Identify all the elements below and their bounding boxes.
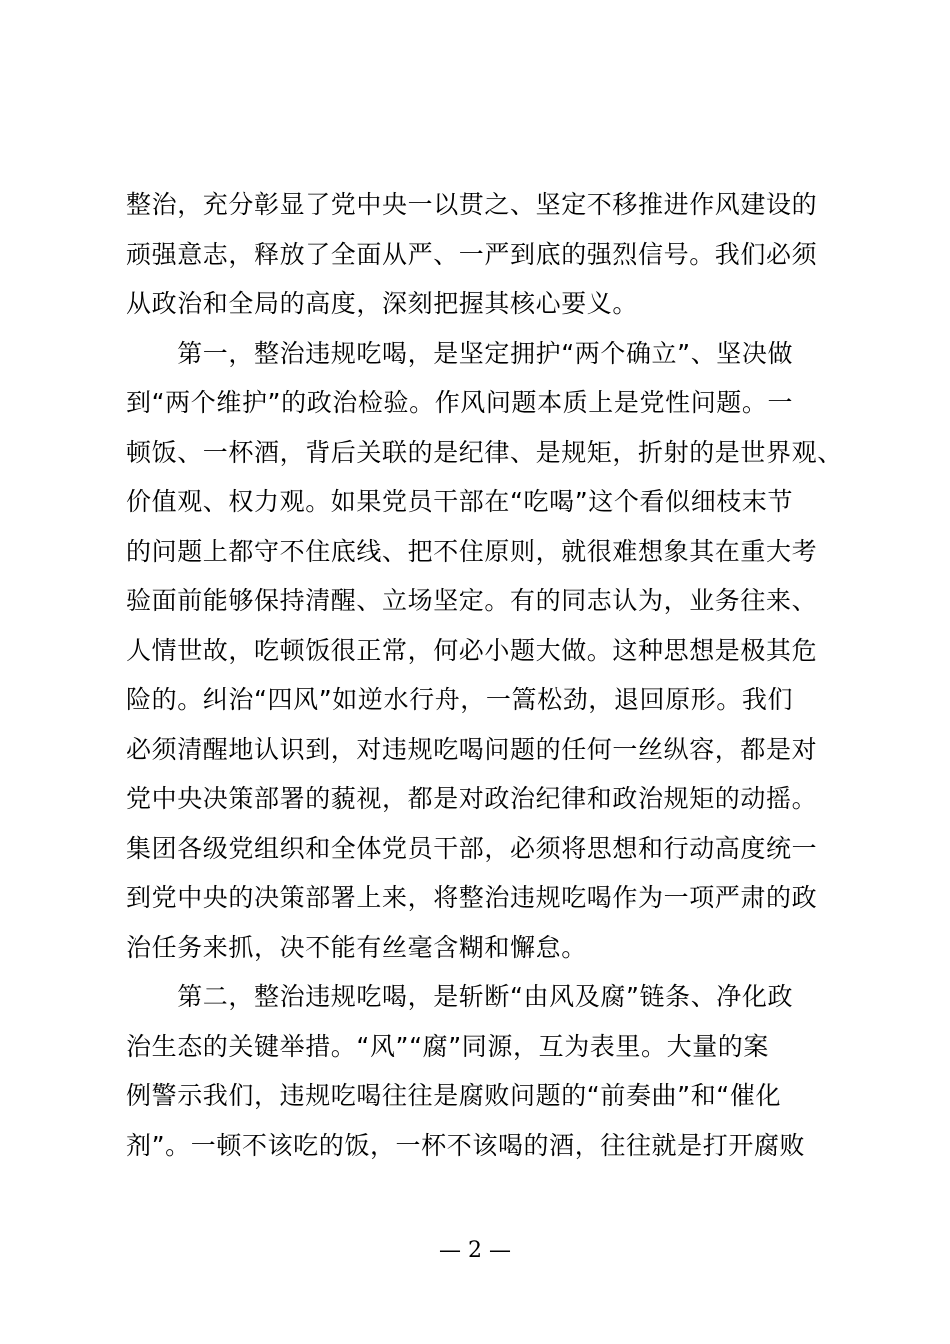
paragraph-first-point bbox=[126, 329, 846, 973]
text-line: 从政治和全局的高度，深刻把握其核心要义。 bbox=[126, 289, 639, 318]
text-line: 剂”。一顿不该吃的饭，一杯不该喝的酒，往往就是打开腐败 bbox=[126, 1130, 806, 1160]
text-line: 治任务来抓，决不能有丝毫含糊和懈怠。 bbox=[126, 932, 587, 962]
paragraph-second-point bbox=[126, 972, 846, 1170]
text-line: 险的。纠治“四风”如逆水行舟，一篙松劲，退回原形。我们 bbox=[126, 685, 794, 714]
text-line: 必须清醒地认识到，对违规吃喝问题的任何一丝纵容，都是对 bbox=[126, 734, 818, 764]
text-line: 第一，整治违规吃喝，是坚定拥护“两个确立”、坚决做 bbox=[126, 338, 794, 368]
text-line: 到党中央的决策部署上来，将整治违规吃喝作为一项严肃的政 bbox=[126, 883, 818, 912]
text-line: 集团各级党组织和全体党员干部，必须将思想和行动高度统一 bbox=[126, 833, 818, 863]
document-body bbox=[126, 180, 846, 1170]
text-line: 的问题上都守不住底线、把不住原则，就很难想象其在重大考 bbox=[126, 536, 818, 566]
paragraph-intro-continuation bbox=[126, 180, 846, 329]
text-line: 第二，整治违规吃喝，是斩断“由风及腐”链条、净化政 bbox=[126, 982, 794, 1011]
text-line: 顿饭、一杯酒，背后关联的是纪律、是规矩，折射的是世界观、 bbox=[126, 437, 843, 467]
page-number: — 2 — bbox=[439, 1238, 511, 1263]
text-line: 价值观、权力观。如果党员干部在“吃喝”这个看似细枝末节 bbox=[126, 487, 794, 516]
text-line: 顽强意志，释放了全面从严、一严到底的强烈信号。我们必须 bbox=[126, 239, 818, 269]
text-line: 人情世故，吃顿饭很正常，何必小题大做。这种思想是极其危 bbox=[126, 635, 818, 665]
text-line: 治生态的关键举措。“风”“腐”同源，互为表里。大量的案 bbox=[126, 1031, 770, 1061]
text-line: 党中央决策部署的藐视，都是对政治纪律和政治规矩的动摇。 bbox=[126, 784, 818, 813]
text-line: 验面前能够保持清醒、立场坚定。有的同志认为，业务往来、 bbox=[126, 586, 818, 615]
text-line: 到“两个维护”的政治检验。作风问题本质上是党性问题。一 bbox=[126, 388, 794, 417]
text-line: 例警示我们，违规吃喝往往是腐败问题的“前奏曲”和“催化 bbox=[126, 1081, 782, 1110]
text-line: 整治，充分彰显了党中央一以贯之、坚定不移推进作风建设的 bbox=[126, 190, 818, 219]
